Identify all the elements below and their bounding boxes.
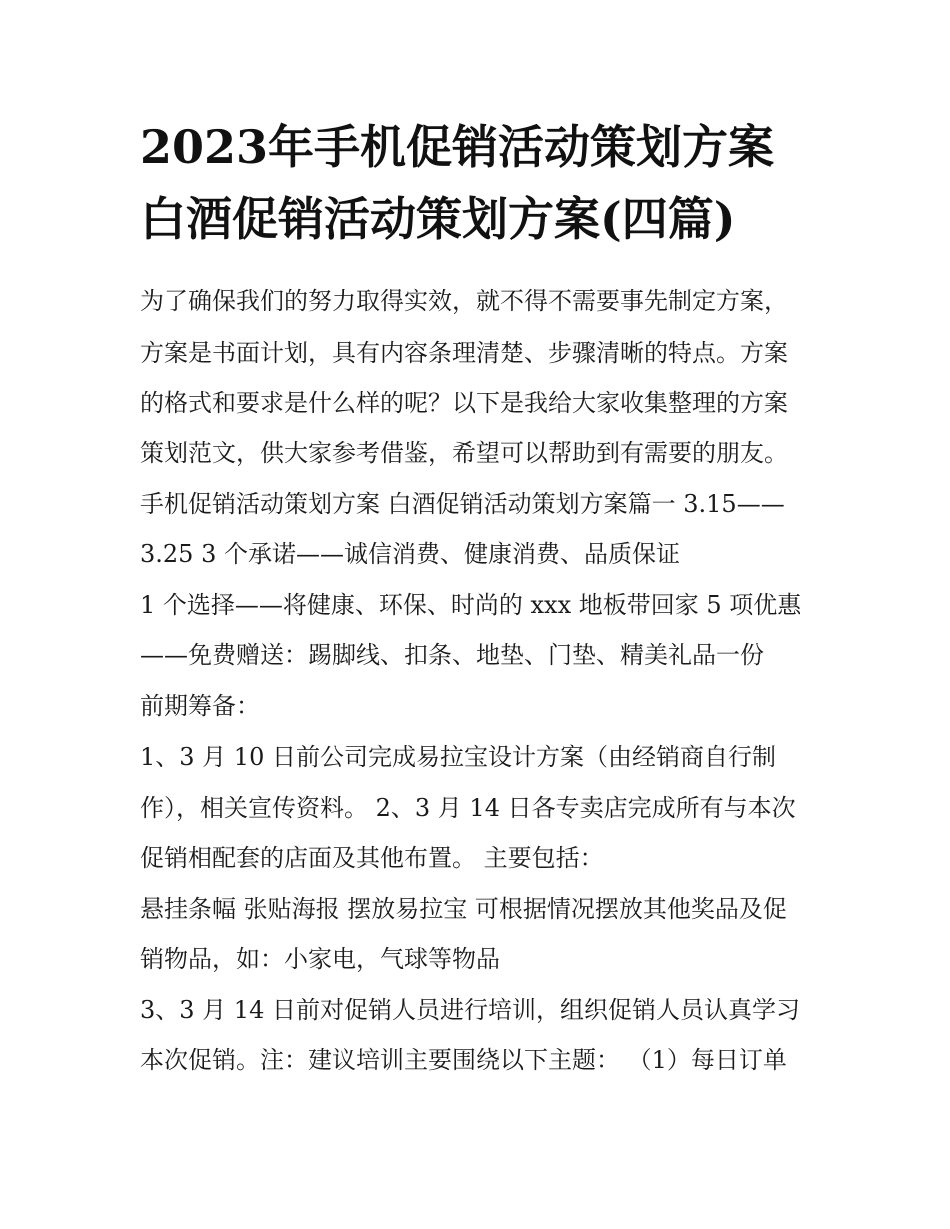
body-line-7: 1 个选择——将健康、环保、时尚的 xxx 地板带回家 5 项优惠 [140, 591, 802, 619]
title-line-1-text: 年手机促销活动策划方案 [268, 120, 775, 174]
body-line-1: 为了确保我们的努力取得实效，就不得不需要事先制定方案， [140, 287, 788, 315]
document-title-line-2: 白酒促销活动策划方案(四篇) [140, 192, 736, 246]
body-line-13: 悬挂条幅 张贴海报 摆放易拉宝 可根据情况摆放其他奖品及促 [140, 895, 787, 923]
body-line-2: 方案是书面计划，具有内容条理清楚、步骤清晰的特点。方案 [140, 339, 788, 367]
body-line-8: ——免费赠送：踢脚线、扣条、地垫、门垫、精美礼品一份 [140, 641, 764, 669]
body-line-5: 手机促销活动策划方案 白酒促销活动策划方案篇一 3.15—— [140, 490, 785, 518]
body-line-3: 的格式和要求是什么样的呢？以下是我给大家收集整理的方案 [140, 389, 788, 417]
body-line-10: 1、3 月 10 日前公司完成易拉宝设计方案（由经销商自行制 [140, 743, 776, 771]
body-line-9: 前期筹备： [140, 692, 260, 720]
body-line-14: 销物品，如：小家电，气球等物品 [140, 945, 500, 973]
body-line-16: 本次促销。注：建议培训主要围绕以下主题： （1）每日订单 [140, 1046, 787, 1074]
body-line-4: 策划范文，供大家参考借鉴，希望可以帮助到有需要的朋友。 [140, 439, 788, 467]
body-line-11: 作），相关宣传资料。 2、3 月 14 日各专卖店完成所有与本次 [140, 794, 796, 822]
title-year: 2023 [140, 120, 269, 174]
body-line-15: 3、3 月 14 日前对促销人员进行培训，组织促销人员认真学习 [140, 996, 800, 1024]
body-line-6: 3.25 3 个承诺——诚信消费、健康消费、品质保证 [140, 540, 680, 568]
document-title-line-1 [140, 120, 840, 174]
body-line-12: 促销相配套的店面及其他布置。 主要包括： [140, 844, 604, 872]
